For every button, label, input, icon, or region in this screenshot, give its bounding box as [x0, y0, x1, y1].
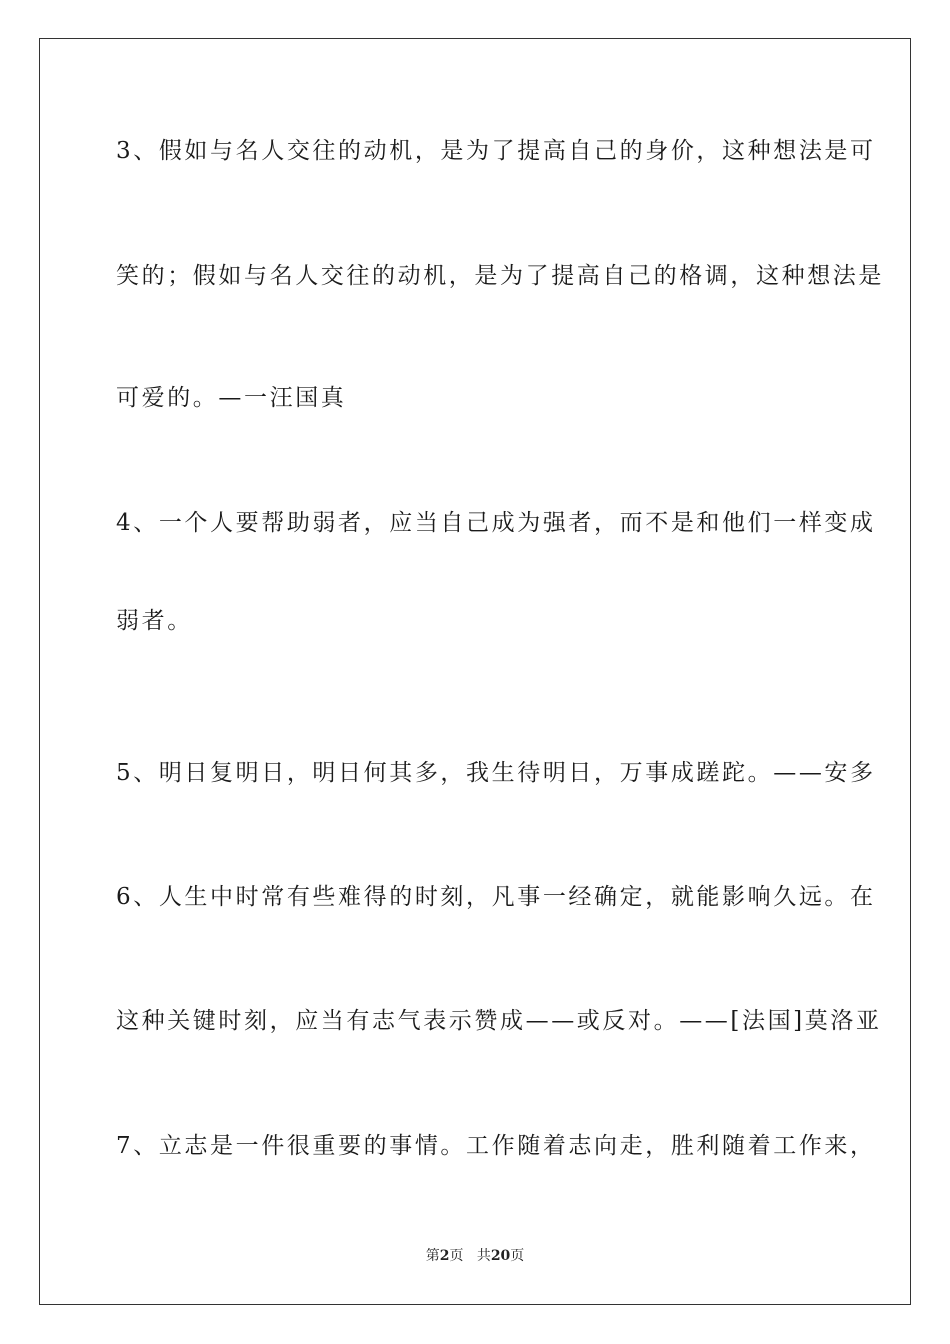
text-line: 这种关键时刻，应当有志气表示赞成——或反对。——[法国]莫洛亚 — [116, 1008, 882, 1034]
total-pages: 20 — [490, 1248, 511, 1264]
total-prefix: 共 — [476, 1248, 491, 1264]
text-line: 7、立志是一件很重要的事情。工作随着志向走，胜利随着工作来， — [116, 1133, 876, 1159]
page-number: 2 — [439, 1248, 450, 1264]
text-line: 6、人生中时常有些难得的时刻，凡事一经确定，就能影响久远。在 — [116, 884, 876, 910]
page-footer — [0, 1247, 950, 1265]
page-suffix: 页 — [449, 1248, 464, 1264]
text-line: 笑的；假如与名人交往的动机，是为了提高自己的格调，这种想法是 — [116, 263, 884, 289]
page-border — [39, 38, 911, 1305]
text-line: 弱者。 — [116, 608, 193, 634]
total-suffix: 页 — [510, 1248, 525, 1264]
text-line: 4、一个人要帮助弱者，应当自己成为强者，而不是和他们一样变成 — [116, 510, 876, 536]
page-prefix: 第 — [425, 1248, 440, 1264]
text-line: 5、明日复明日，明日何其多，我生待明日，万事成蹉跎。——安多 — [116, 760, 876, 786]
text-line: 3、假如与名人交往的动机，是为了提高自己的身价，这种想法是可 — [116, 138, 876, 164]
text-line: 可爱的。—一汪国真 — [116, 385, 347, 411]
